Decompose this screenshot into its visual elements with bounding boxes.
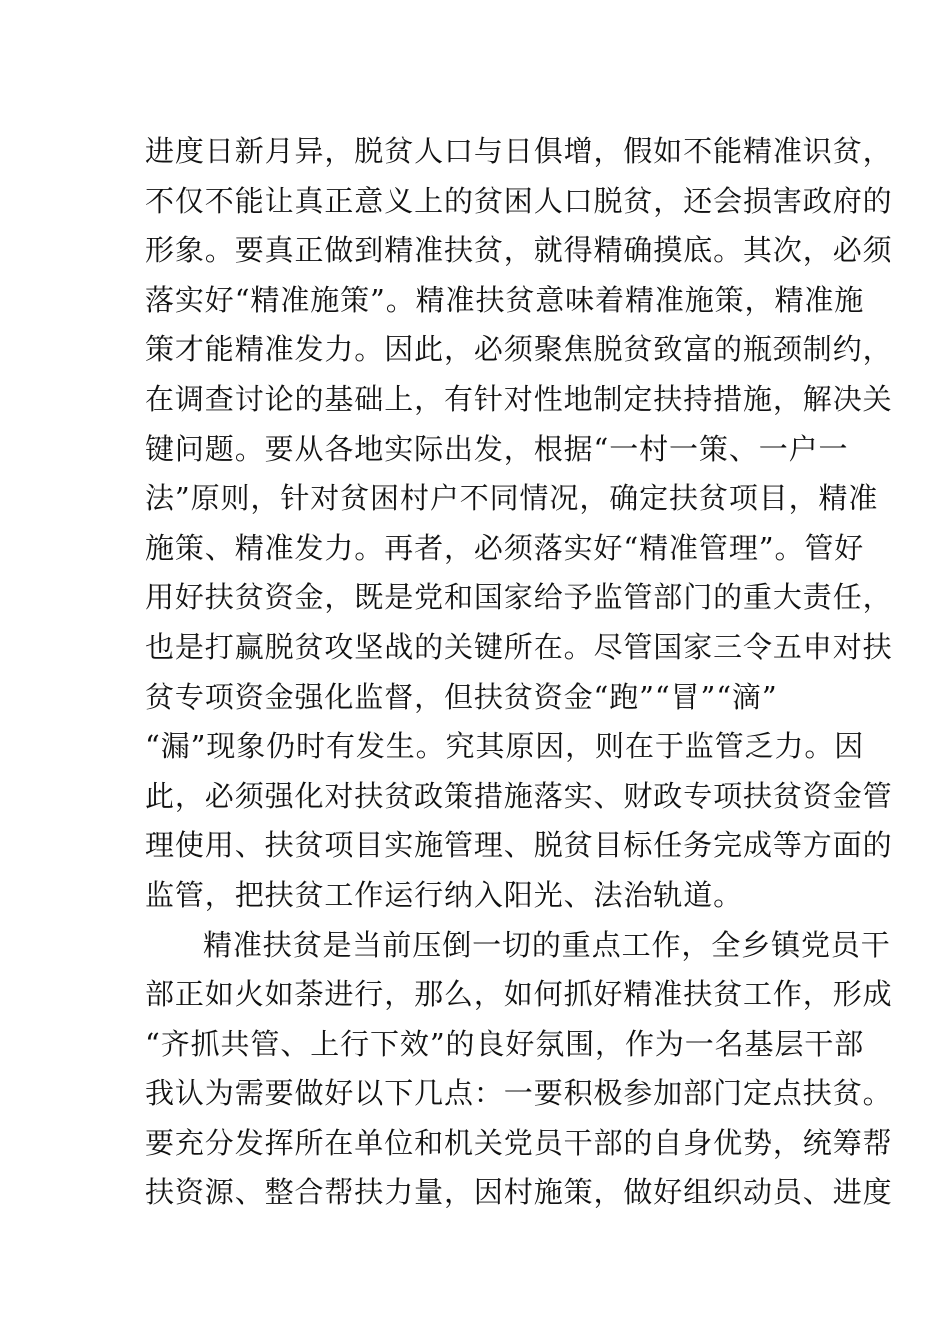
text-line: 形象。要真正做到精准扶贫，就得精确摸底。其次，必须 xyxy=(145,233,893,268)
text-line: 键问题。要从各地实际出发，根据“一村一策、一户一 xyxy=(145,431,849,466)
text-line: 用好扶贫资金，既是党和国家给予监管部门的重大责任， xyxy=(145,580,893,615)
text-line: “齐抓共管、上行下效”的良好氛围，作为一名基层干部 xyxy=(145,1026,865,1061)
text-line: 理使用、扶贫项目实施管理、脱贫目标任务完成等方面的 xyxy=(145,828,893,863)
text-line: 落实好“精准施策”。精准扶贫意味着精准施策，精准施 xyxy=(145,282,865,317)
document-body xyxy=(145,127,893,1218)
text-line: 也是打赢脱贫攻坚战的关键所在。尽管国家三令五申对扶 xyxy=(145,629,893,664)
text-line: 我认为需要做好以下几点：一要积极参加部门定点扶贫。 xyxy=(145,1076,893,1111)
paragraph-1 xyxy=(145,127,893,921)
text-line: 策才能精准发力。因此，必须聚焦脱贫致富的瓶颈制约， xyxy=(145,332,893,367)
text-line: 扶资源、整合帮扶力量，因村施策，做好组织动员、进度 xyxy=(145,1175,893,1210)
text-line: 在调查讨论的基础上，有针对性地制定扶持措施，解决关 xyxy=(145,381,893,416)
text-line: 不仅不能让真正意义上的贫困人口脱贫，还会损害政府的 xyxy=(145,183,893,218)
text-line: 精准扶贫是当前压倒一切的重点工作，全乡镇党员干 xyxy=(203,927,891,962)
text-line: 监管，把扶贫工作运行纳入阳光、法治轨道。 xyxy=(145,877,744,912)
text-line: 法”原则，针对贫困村户不同情况，确定扶贫项目，精准 xyxy=(145,481,879,516)
text-line: 部正如火如荼进行，那么，如何抓好精准扶贫工作，形成 xyxy=(145,977,893,1012)
text-line: 贫专项资金强化监督，但扶贫资金“跑”“冒”“滴” xyxy=(145,679,778,714)
text-line: 施策、精准发力。再者，必须落实好“精准管理”。管好 xyxy=(145,530,865,565)
text-line: “漏”现象仍时有发生。究其原因，则在于监管乏力。因 xyxy=(145,729,865,764)
text-line: 进度日新月异，脱贫人口与日俱增，假如不能精准识贫， xyxy=(145,134,893,168)
text-line: 此，必须强化对扶贫政策措施落实、财政专项扶贫资金管 xyxy=(145,778,893,813)
text-line: 要充分发挥所在单位和机关党员干部的自身优势，统筹帮 xyxy=(145,1125,893,1160)
paragraph-2 xyxy=(145,921,893,1219)
